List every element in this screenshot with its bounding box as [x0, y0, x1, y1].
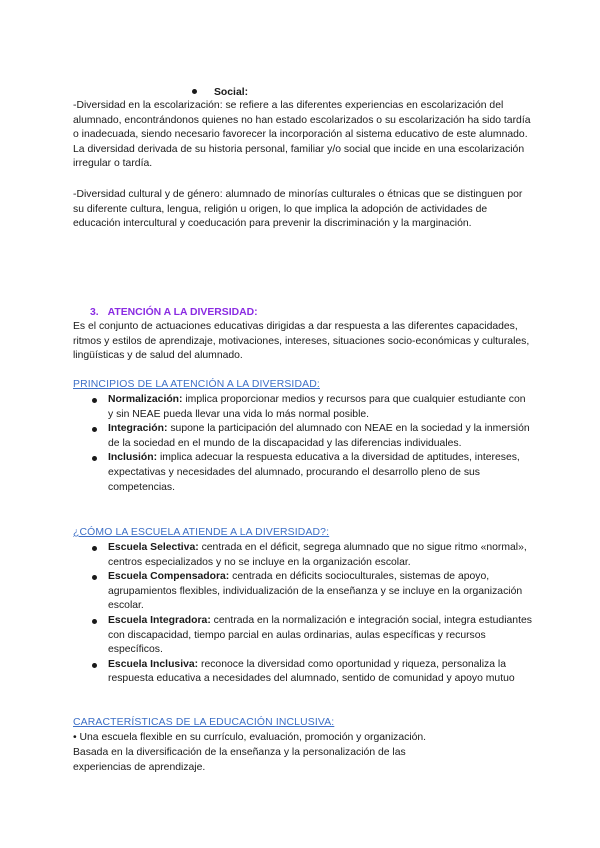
- principios-list: [73, 393, 533, 495]
- list-item: Escuela Compensadora: centrada en déficits socioculturales, sistemas de apoyo, agrupamientos flexibles, individualización de la enseñanza y se incluye en la organización escolar.: [73, 570, 533, 614]
- caracteristicas-line-2: Basada en la diversificación de la enseñanza y la personalización de las: [73, 747, 406, 758]
- caracteristicas-line-3: experiencias de aprendizaje.: [73, 762, 206, 773]
- bullet-icon: [192, 89, 197, 94]
- social-paragraph-escolarizacion: -Diversidad en la escolarización: se refiere a las diferentes experiencias en escolarización del alumnado, encontrándonos quienes no han estado escolarizados o su escolarización ha sido tardía o inadecuada, siendo necesario favorecer la incorporación al sistema educativo de este alumnado. La diversidad derivada de su historia personal, familiar y/o social que incide en una escolarización irregular o tardía.: [73, 100, 531, 170]
- list-item: Escuela Inclusiva: reconoce la diversidad como oportunidad y riqueza, personaliza la respuesta educativa a necesidades del alumnado, sentido de comunidad y apoyo mutuo: [73, 658, 533, 687]
- caracteristicas-line-1: • Una escuela flexible en su currículo, evaluación, promoción y organización.: [73, 732, 427, 743]
- social-heading: Social:: [192, 86, 248, 101]
- escuela-heading: ¿CÓMO LA ESCUELA ATIENDE A LA DIVERSIDAD?:: [73, 527, 330, 538]
- bullet-icon: [92, 546, 97, 551]
- bullet-icon: [92, 398, 97, 403]
- caracteristicas-heading: CARACTERÍSTICAS DE LA EDUCACIÓN INCLUSIVA:: [73, 717, 335, 728]
- bullet-icon: [92, 619, 97, 624]
- list-item: Integración: supone la participación del alumnado con NEAE en la sociedad y la inmersión de la sociedad en el mundo de la discapacidad y las diferencias individuales.: [73, 422, 533, 451]
- section-3-title: 3. ATENCIÓN A LA DIVERSIDAD:: [90, 307, 258, 318]
- principios-heading: PRINCIPIOS DE LA ATENCIÓN A LA DIVERSIDAD:: [73, 379, 320, 390]
- list-item: Escuela Selectiva: centrada en el déficit, segrega alumnado que no sigue ritmo «normal», centros especializados y no se incluye en la organización escolar.: [73, 541, 533, 570]
- list-item: Normalización: implica proporcionar medios y recursos para que cualquier estudiante con y sin NEAE pueda llevar una vida lo más normal posible.: [73, 393, 533, 422]
- social-paragraph-cultural: -Diversidad cultural y de género: alumnado de minorías culturales o étnicas que se distinguen por su diferente cultura, lengua, religión u origen, lo que implica la adopción de actividades de educación intercultural y coeducación para prevenir la discriminación y la marginación.: [73, 189, 523, 230]
- bullet-icon: [92, 456, 97, 461]
- bullet-icon: [92, 663, 97, 668]
- bullet-icon: [92, 575, 97, 580]
- list-item: Inclusión: implica adecuar la respuesta educativa a la diversidad de aptitudes, intereses, expectativas y necesidades del alumnado, procurando el desarrollo pleno de sus competencias.: [73, 451, 533, 495]
- section-3-intro: Es el conjunto de actuaciones educativas dirigidas a dar respuesta a las diferentes capacidades, ritmos y estilos de aprendizaje, motivaciones, intereses, situaciones socio-económicas y culturales, lingüísticas y de salud del alumnado.: [73, 321, 530, 362]
- escuela-list: [73, 541, 533, 687]
- list-item: Escuela Integradora: centrada en la normalización e integración social, integra estudiantes con discapacidad, tiempo parcial en aulas ordinarias, aulas específicas y recursos específicos.: [73, 614, 533, 658]
- bullet-icon: [92, 427, 97, 432]
